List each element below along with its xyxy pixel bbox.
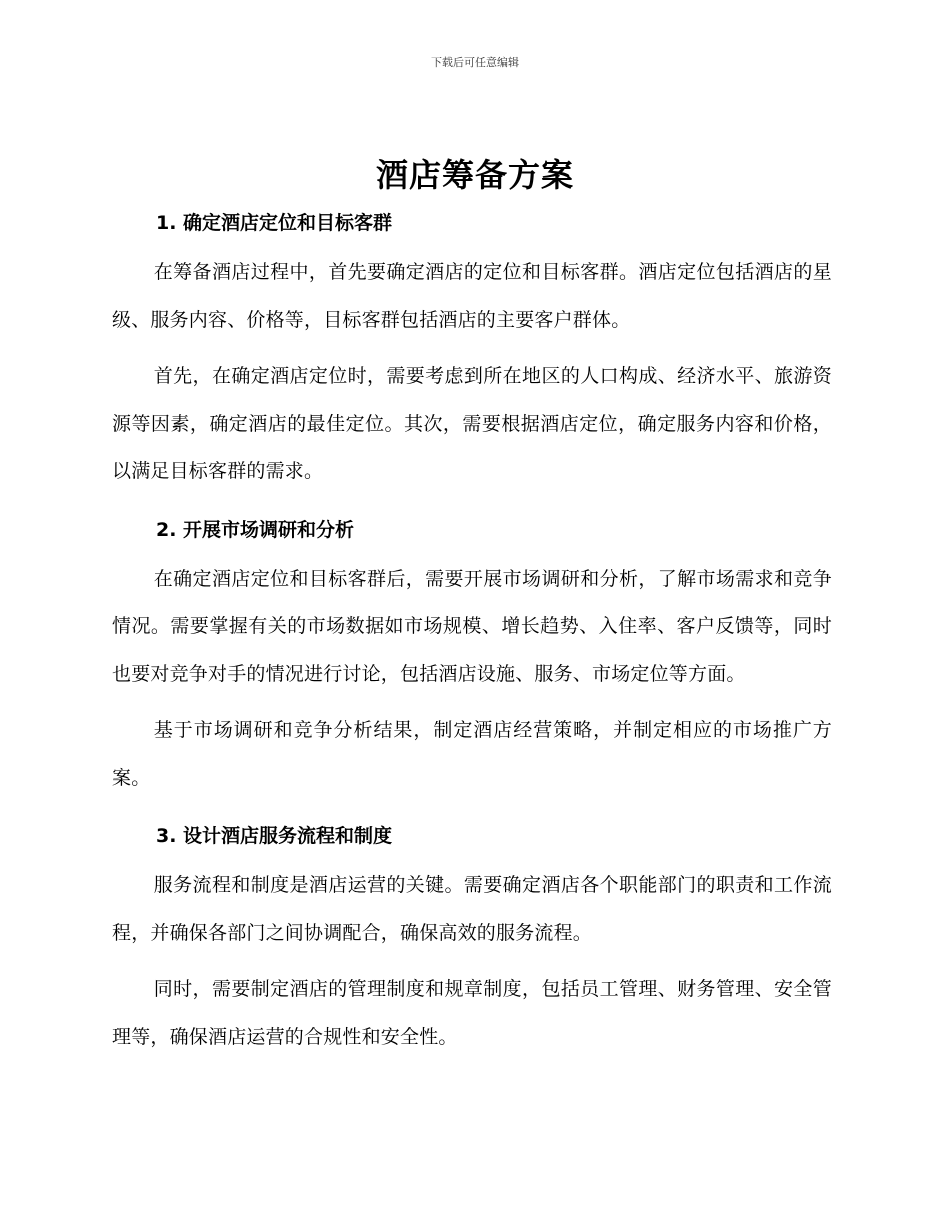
section-heading: 3. 设计酒店服务流程和制度 [156, 825, 393, 847]
paragraph: 同时，需要制定酒店的管理制度和规章制度，包括员工管理、财务管理、安全管理等，确保酒店运营的合规性和安全性。 [112, 978, 832, 1048]
page-header-note: 下载后可任意编辑 [431, 56, 519, 69]
section-heading: 1. 确定酒店定位和目标客群 [156, 212, 393, 234]
paragraph: 基于市场调研和竞争分析结果，制定酒店经营策略，并制定相应的市场推广方案。 [112, 719, 832, 789]
section-heading: 2. 开展市场调研和分析 [156, 518, 355, 541]
paragraph: 服务流程和制度是酒店运营的关键。需要确定酒店各个职能部门的职责和工作流程，并确保各部门之间协调配合，确保高效的服务流程。 [112, 874, 832, 944]
paragraph: 在筹备酒店过程中，首先要确定酒店的定位和目标客群。酒店定位包括酒店的星级、服务内容、价格等，目标客群包括酒店的主要客户群体。 [112, 261, 832, 331]
section-market-research [112, 513, 832, 803]
section-positioning [112, 206, 832, 496]
document-title: 酒店筹备方案 [375, 156, 574, 194]
paragraph: 在确定酒店定位和目标客群后，需要开展市场调研和分析，了解市场需求和竞争情况。需要掌握有关的市场数据如市场规模、增长趋势、入住率、客户反馈等，同时也要对竞争对手的情况进行讨论，包括酒店设施、服务、市场定位等方面。 [112, 567, 832, 685]
paragraph: 首先，在确定酒店定位时，需要考虑到所在地区的人口构成、经济水平、旅游资源等因素，确定酒店的最佳定位。其次，需要根据酒店定位，确定服务内容和价格，以满足目标客群的需求。 [112, 365, 832, 482]
document-body [112, 206, 832, 1061]
section-service-process [112, 819, 832, 1061]
